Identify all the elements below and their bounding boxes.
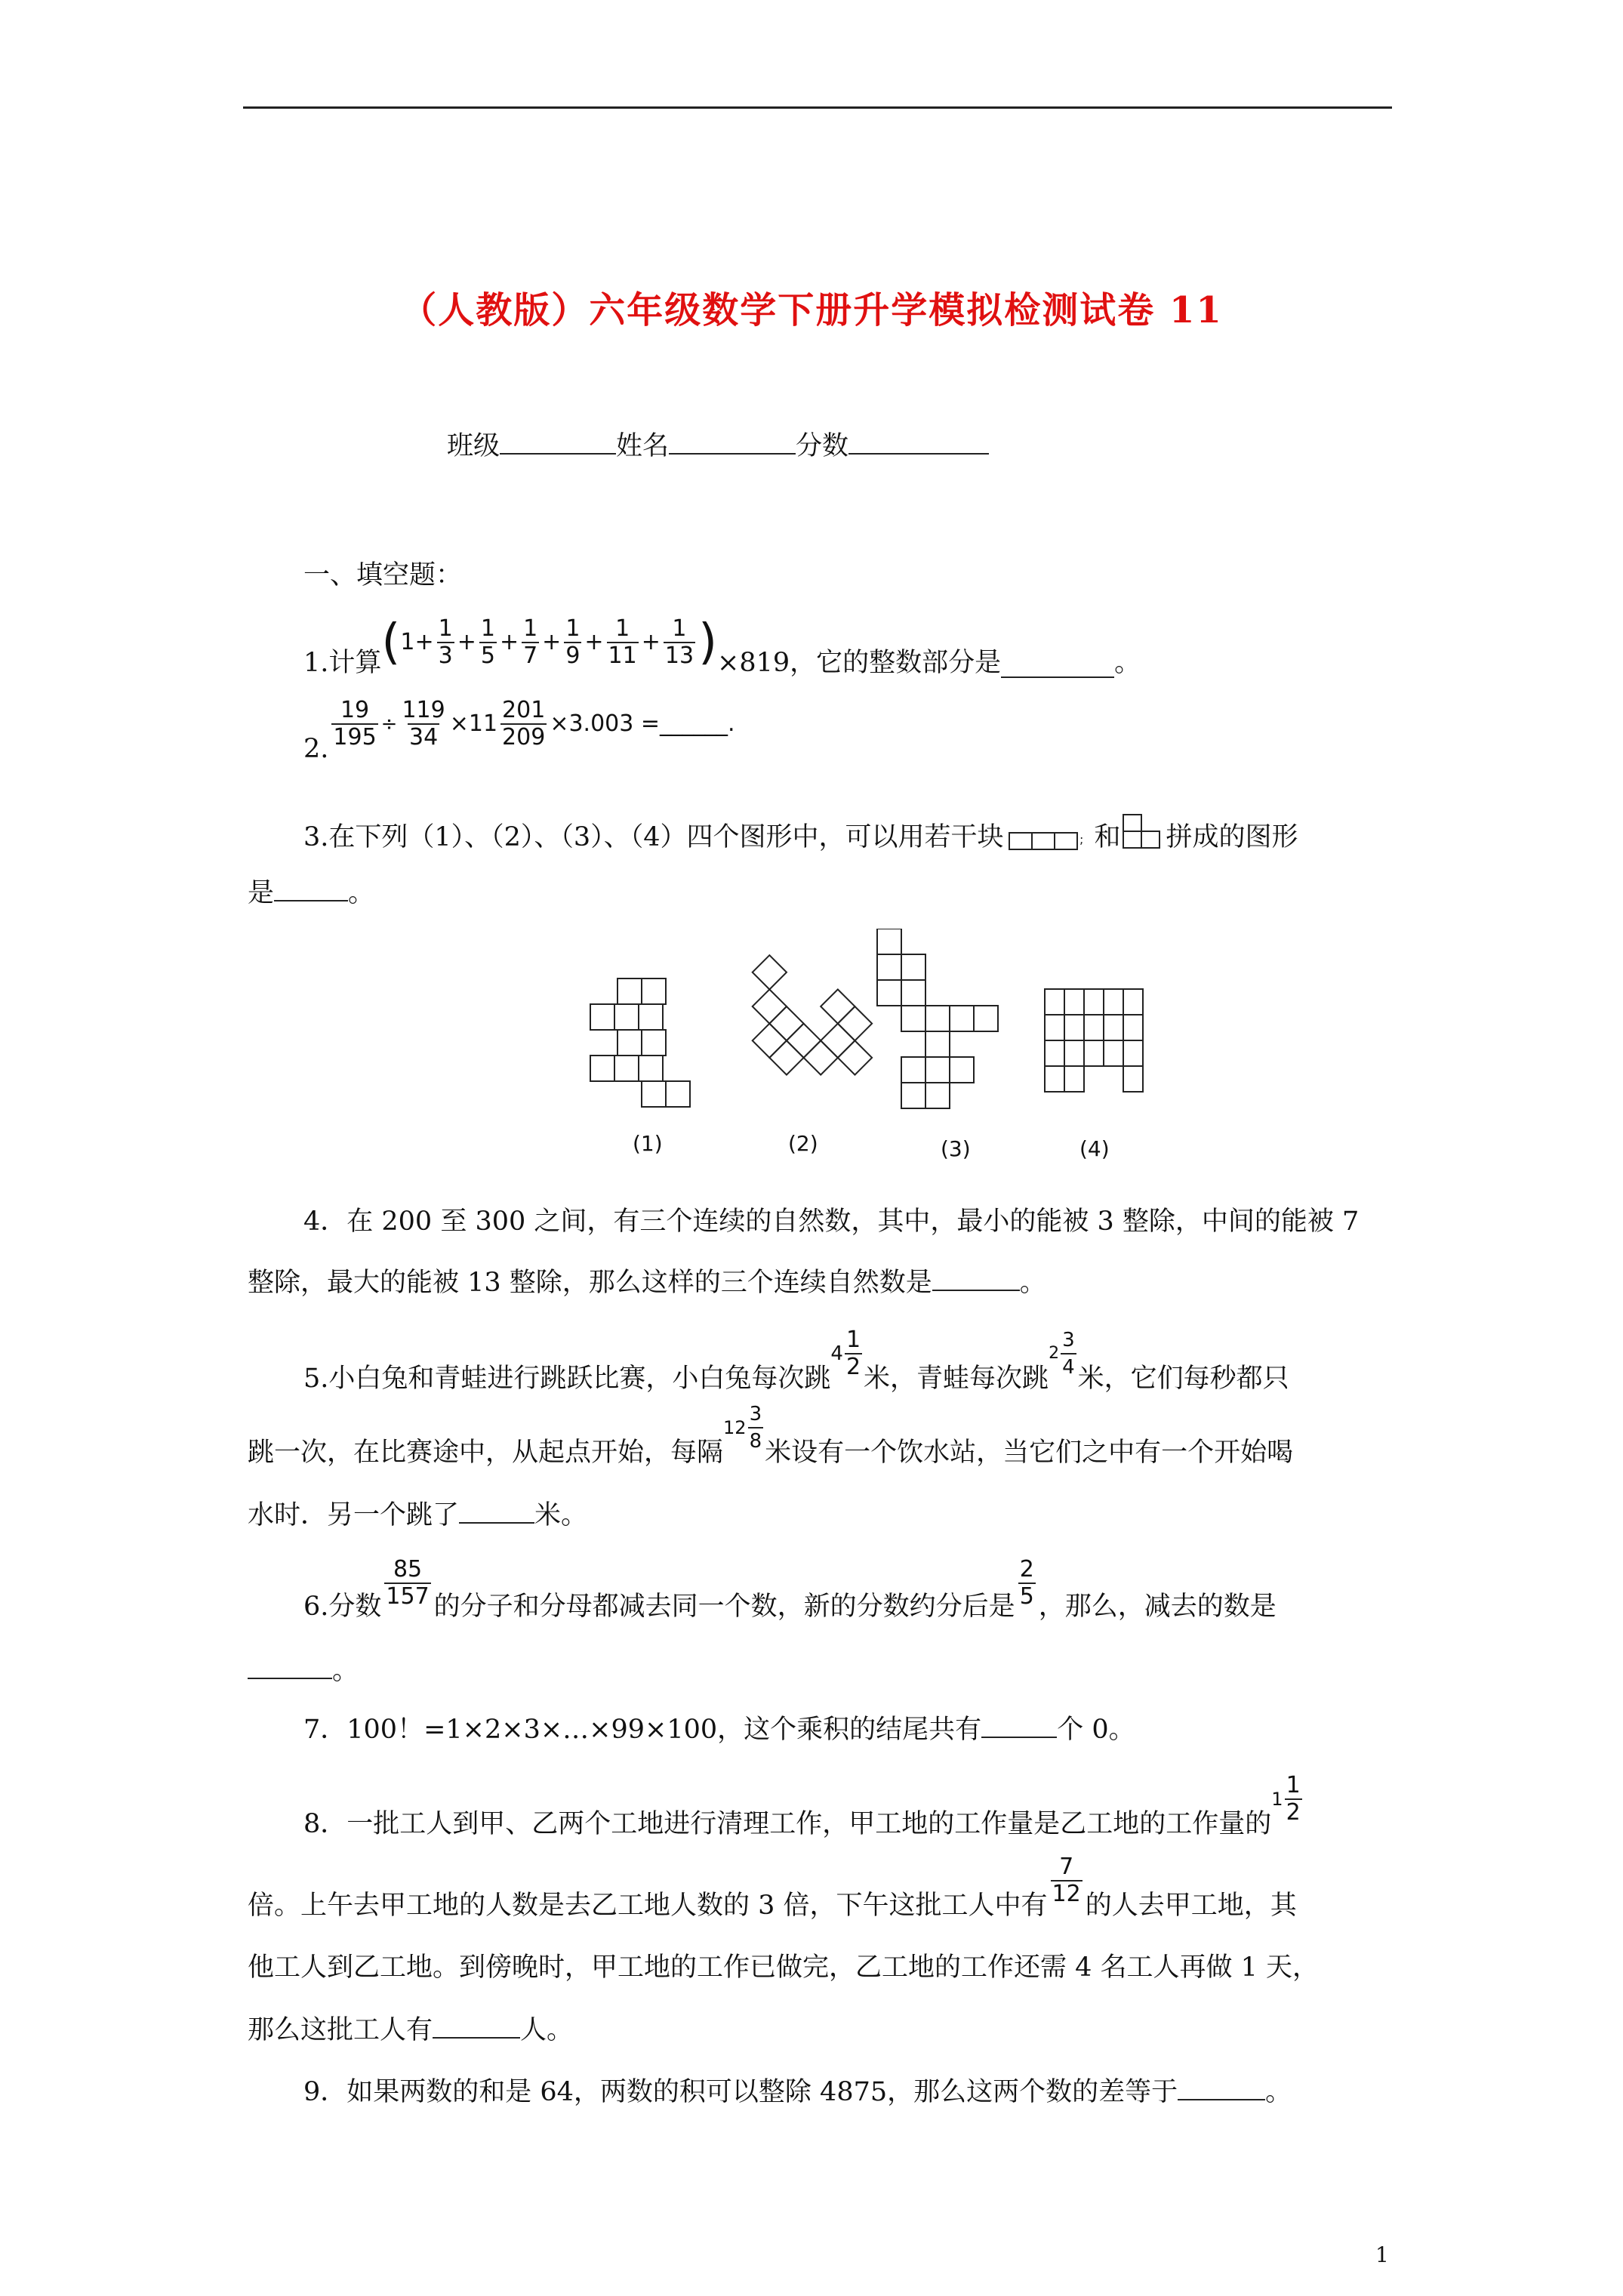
- score-blank[interactable]: [848, 427, 989, 455]
- student-info-line: [447, 427, 989, 464]
- question-6-line-2: 。: [248, 1652, 359, 1689]
- question-8-line-1: 8．一批工人到甲、乙两个工地进行清理工作，甲工地的工作量是乙工地的工作量的 1 $\frac{1}{2}$: [303, 1767, 1304, 1842]
- figure-3: [877, 929, 998, 1108]
- question-5-line-1: 5.小白兔和青蛙进行跳跃比赛，小白兔每次跳 4 $\frac{1}{2}$ 米，青蛙每次跳 2 $\frac{3}{4}$ 米，它们每秒都只: [303, 1327, 1289, 1394]
- q9-answer-blank[interactable]: [1178, 2073, 1265, 2100]
- section-heading: 一、填空题：: [303, 560, 463, 590]
- caption-3: (3): [941, 1136, 971, 1161]
- header-rule: [243, 106, 1392, 109]
- figure-1: [590, 978, 690, 1107]
- q7-answer-blank[interactable]: [981, 1711, 1057, 1738]
- triomino-bar-icon: [1008, 824, 1091, 851]
- class-label: 班级: [447, 431, 500, 461]
- svg-text:;: ;: [1079, 832, 1084, 846]
- q1-frac-4: $\frac{1}{9}$: [565, 615, 581, 669]
- page-number: 1: [1375, 2242, 1389, 2267]
- question-3-line-1: 3.在下列（1）、（2）、（3）、（4）四个图形中，可以用若干块 ; 和 拼成的图形: [303, 812, 1298, 855]
- l-tromino-icon: [1122, 812, 1163, 851]
- question-5-line-2: 跳一次，在比赛途中，从起点开始，每隔 12 $\frac{3}{8}$ 米设有一个饮水站，当它们之中有一个开始喝: [248, 1403, 1294, 1468]
- question-5-line-3: 水时．另一个跳了 米。: [248, 1496, 587, 1533]
- question-6-line-1: 6.分数 $\frac{85}{157}$ 的分子和分母都减去同一个数，新的分数约分后是 $\frac{2}{5}$ ，那么，减去的数是: [303, 1556, 1277, 1622]
- q1-expression: ( 1+ $\frac{1}{3}$ + $\frac{1}{5}$ + $\frac{1}{7}$ + $\frac{1}{9}$ + $\frac{1}{11}$ + $\frac{1}{13}$ ): [381, 615, 718, 670]
- q5-mixed-1: 4 $\frac{1}{2}$: [830, 1327, 861, 1380]
- question-8-line-3: 他工人到乙工地。到傍晚时，甲工地的工作已做完，乙工地的工作还需 4 名工人再做 1 天，: [248, 1952, 1320, 1983]
- q8-mixed: 1 $\frac{1}{2}$: [1271, 1772, 1301, 1826]
- score-label: 分数: [796, 431, 849, 461]
- question-9: 9．如果两数的和是 64，两数的积可以整除 4875，那么这两个数的差等于 。: [303, 2073, 1292, 2110]
- q1-frac-5: $\frac{1}{11}$: [608, 615, 637, 669]
- q1-prefix: 1.计算: [303, 648, 382, 678]
- q1-frac-2: $\frac{1}{5}$: [480, 615, 495, 669]
- question-1: 1.计算 ( 1+ $\frac{1}{3}$ + $\frac{1}{5}$ + $\frac{1}{7}$ + $\frac{1}{9}$ + $\frac{1}{11}$ + $\frac{1}{13}$ ) ×819，它的整数部分是 。: [303, 604, 1141, 689]
- page-title: （人教版）六年级数学下册升学模拟检测试卷 11: [400, 289, 1223, 331]
- q2-frac-1: $\frac{19}{195}$: [333, 697, 377, 750]
- q6-answer-blank[interactable]: [248, 1652, 332, 1679]
- question-7: 7．100！=1×2×3×…×99×100，这个乘积的结尾共有 个 0。: [303, 1711, 1135, 1748]
- q5-mixed-2: 2 $\frac{3}{4}$: [1049, 1329, 1075, 1379]
- caption-2: (2): [788, 1131, 818, 1156]
- q6-result-fraction: $\frac{2}{5}$: [1019, 1556, 1034, 1610]
- question-4-line-2: 整除，最大的能被 13 整除，那么这样的三个连续自然数是 。: [248, 1264, 1046, 1301]
- q2-tail: ×3.003 =______.: [550, 710, 735, 737]
- q6-fraction: $\frac{85}{157}$: [386, 1556, 430, 1610]
- question-4-line-1: 4．在 200 至 300 之间，有三个连续的自然数，其中，最小的能被 3 整除，中间的能被 7: [303, 1207, 1360, 1237]
- name-label: 姓名: [616, 431, 670, 461]
- figure-2: [718, 938, 888, 1109]
- question-8-line-4: 那么这批工人有 人。: [248, 2011, 573, 2048]
- q3-figures: [581, 929, 1034, 1155]
- q2-number: 2.: [303, 734, 329, 764]
- q5-mixed-3: 12 $\frac{3}{8}$: [723, 1403, 762, 1453]
- q1-suffix: ×819，它的整数部分是: [717, 648, 1002, 678]
- question-3-line-2: 是 。: [248, 874, 374, 911]
- name-blank[interactable]: [669, 427, 796, 455]
- caption-4: (4): [1079, 1136, 1110, 1161]
- q1-answer-blank[interactable]: [1001, 651, 1114, 678]
- q8-fraction: $\frac{7}{12}$: [1052, 1854, 1081, 1907]
- q1-frac-6: $\frac{1}{13}$: [664, 615, 694, 669]
- q1-frac-3: $\frac{1}{7}$: [523, 615, 538, 669]
- q1-frac-1: $\frac{1}{3}$: [438, 615, 453, 669]
- q8-answer-blank[interactable]: [433, 2011, 520, 2039]
- question-2: [303, 692, 735, 767]
- q2-frac-2: $\frac{119}{34}$: [402, 697, 445, 750]
- class-blank[interactable]: [500, 427, 616, 455]
- q4-answer-blank[interactable]: [932, 1264, 1020, 1291]
- q2-expression: $\frac{19}{195}$ ÷ $\frac{119}{34}$ ×11 $\frac{201}{209}$ ×3.003 =______.: [333, 697, 735, 750]
- q2-frac-3: $\frac{201}{209}$: [502, 697, 546, 750]
- question-8-line-2: 倍。上午去甲工地的人数是去乙工地人数的 3 倍，下午这批工人中有 $\frac{7}{12}$ 的人去甲工地，其: [248, 1854, 1297, 1921]
- caption-1: (1): [633, 1131, 663, 1156]
- q3-answer-blank[interactable]: [274, 874, 348, 901]
- figure-4: [1043, 988, 1149, 1096]
- q5-answer-blank[interactable]: [459, 1496, 534, 1524]
